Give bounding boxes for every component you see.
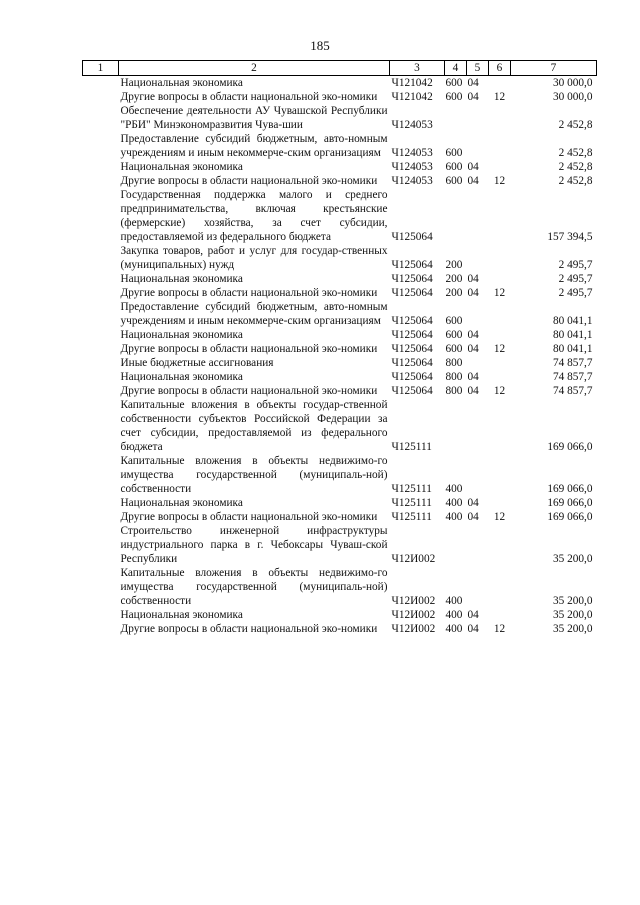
row-expense-type: 600 <box>445 175 463 187</box>
row-code: Ч12И002 <box>391 595 436 607</box>
row-code: Ч125064 <box>391 343 433 355</box>
row-code: Ч12И002 <box>391 553 436 565</box>
row-expense-type <box>445 524 467 566</box>
table-row <box>83 510 597 524</box>
row-amount: 169 066,0 <box>547 497 593 509</box>
row-index-cell <box>83 566 119 608</box>
row-amount: 80 041,1 <box>552 329 593 341</box>
row-index-cell <box>83 286 119 300</box>
row-index-cell <box>83 398 119 454</box>
table-row <box>83 496 597 510</box>
row-amount: 30 000,0 <box>552 91 593 103</box>
table-body <box>83 76 597 637</box>
row-amount: 169 066,0 <box>547 511 593 523</box>
row-amount: 35 200,0 <box>552 623 593 635</box>
row-expense-type: 400 <box>445 497 463 509</box>
table-row <box>83 174 597 188</box>
row-subsection <box>489 566 511 608</box>
row-subsection <box>489 132 511 160</box>
row-code: Ч121042 <box>391 77 433 89</box>
row-index-cell <box>83 384 119 398</box>
row-name: Национальная экономика <box>120 273 243 285</box>
table-row <box>83 398 597 454</box>
row-expense-type: 200 <box>445 259 463 271</box>
row-code: Ч12И002 <box>391 623 436 635</box>
row-subsection <box>489 244 511 272</box>
row-amount: 35 200,0 <box>552 609 593 621</box>
row-expense-type: 200 <box>445 273 463 285</box>
row-expense-type <box>445 104 467 132</box>
row-name: Обеспечение деятельности АУ Чувашской Республики "РБИ" Минэкономразвития Чува-шии <box>120 105 388 131</box>
table-row <box>83 104 597 132</box>
row-subsection <box>489 370 511 384</box>
row-section: 04 <box>467 623 479 635</box>
row-expense-type: 400 <box>445 511 463 523</box>
row-code: Ч124053 <box>391 147 433 159</box>
row-code: Ч124053 <box>391 119 433 131</box>
budget-table <box>82 60 597 636</box>
row-expense-type <box>445 398 467 454</box>
table-row <box>83 272 597 286</box>
row-section: 04 <box>467 385 479 397</box>
row-name: Другие вопросы в области национальной эко-номики <box>120 91 378 103</box>
row-section <box>467 300 489 328</box>
row-index-cell <box>83 90 119 104</box>
row-subsection <box>489 356 511 370</box>
row-section <box>467 524 489 566</box>
row-subsection: 12 <box>493 623 506 635</box>
row-name: Иные бюджетные ассигнования <box>120 357 274 369</box>
row-expense-type: 400 <box>445 483 463 495</box>
row-amount: 2 452,8 <box>558 119 593 131</box>
row-subsection: 12 <box>493 511 506 523</box>
row-index-cell <box>83 608 119 622</box>
table-row <box>83 370 597 384</box>
row-code: Ч125111 <box>391 511 432 523</box>
row-index-cell <box>83 174 119 188</box>
row-name: Национальная экономика <box>120 161 243 173</box>
table-row <box>83 76 597 91</box>
row-code: Ч125111 <box>391 441 432 453</box>
row-expense-type: 800 <box>445 371 463 383</box>
row-expense-type: 400 <box>445 595 463 607</box>
row-amount: 35 200,0 <box>552 595 593 607</box>
row-expense-type: 800 <box>445 385 463 397</box>
row-expense-type: 600 <box>445 147 463 159</box>
row-expense-type: 600 <box>445 343 463 355</box>
row-code: Ч125064 <box>391 231 433 243</box>
row-amount: 169 066,0 <box>547 441 593 453</box>
row-amount: 74 857,7 <box>552 371 593 383</box>
row-subsection: 12 <box>493 343 506 355</box>
table-row <box>83 132 597 160</box>
table-row <box>83 524 597 566</box>
row-code: Ч125064 <box>391 371 433 383</box>
table-row <box>83 300 597 328</box>
row-index-cell <box>83 244 119 272</box>
row-subsection: 12 <box>493 175 506 187</box>
row-subsection <box>489 104 511 132</box>
row-name: Строительство инженерной инфраструктуры индустриального парка в г. Чебоксары Чуваш-ской Республики <box>120 525 388 565</box>
row-amount: 74 857,7 <box>552 385 593 397</box>
row-code: Ч125111 <box>391 497 432 509</box>
table-row <box>83 608 597 622</box>
row-section: 04 <box>467 371 479 383</box>
row-subsection: 12 <box>493 385 506 397</box>
row-subsection <box>489 398 511 454</box>
row-expense-type: 200 <box>445 287 463 299</box>
table-row <box>83 622 597 636</box>
row-section: 04 <box>467 161 479 173</box>
table-row <box>83 188 597 244</box>
row-section: 04 <box>467 77 479 89</box>
row-amount: 80 041,1 <box>552 315 593 327</box>
row-section <box>467 104 489 132</box>
row-index-cell <box>83 342 119 356</box>
row-name: Капитальные вложения в объекты недвижимо-го имущества государственной (муниципаль-ной) собственности <box>120 567 388 607</box>
row-section <box>467 454 489 496</box>
row-name: Другие вопросы в области национальной эко-номики <box>120 511 378 523</box>
row-code: Ч125064 <box>391 259 433 271</box>
row-section <box>467 398 489 454</box>
table-row <box>83 244 597 272</box>
row-expense-type <box>445 188 467 244</box>
row-code: Ч125111 <box>391 483 432 495</box>
row-subsection <box>489 188 511 244</box>
row-index-cell <box>83 496 119 510</box>
row-index-cell <box>83 510 119 524</box>
row-code: Ч124053 <box>391 175 433 187</box>
row-index-cell <box>83 622 119 636</box>
header-col-1: 1 <box>83 61 119 76</box>
row-index-cell <box>83 370 119 384</box>
row-section: 04 <box>467 175 479 187</box>
table-row <box>83 286 597 300</box>
row-code: Ч125064 <box>391 329 433 341</box>
row-section: 04 <box>467 287 479 299</box>
row-section: 04 <box>467 91 479 103</box>
row-code: Ч125064 <box>391 273 433 285</box>
header-row <box>83 61 597 76</box>
row-section: 04 <box>467 343 479 355</box>
header-col-5: 5 <box>467 61 489 76</box>
row-name: Государственная поддержка малого и среднего предпринимательства, включая крестьянские (фермерские) хозяйства, за счет субсидии, предоставляемой из федерального бюджета <box>120 189 388 243</box>
row-name: Закупка товаров, работ и услуг для государ-ственных (муниципальных) нужд <box>120 245 388 271</box>
row-index-cell <box>83 524 119 566</box>
row-code: Ч12И002 <box>391 609 436 621</box>
row-code: Ч125064 <box>391 357 433 369</box>
row-index-cell <box>83 300 119 328</box>
table-row <box>83 90 597 104</box>
row-section <box>467 566 489 608</box>
row-amount: 2 452,8 <box>558 161 593 173</box>
row-code: Ч125064 <box>391 315 433 327</box>
row-expense-type: 600 <box>445 329 463 341</box>
row-section: 04 <box>467 497 479 509</box>
row-name: Капитальные вложения в объекты государ-ственной собственности субъектов Российской Федерации за счет субсидии, предоставляемой из федерального бюджета <box>120 399 388 453</box>
row-amount: 80 041,1 <box>552 343 593 355</box>
row-index-cell <box>83 76 119 91</box>
row-name: Национальная экономика <box>120 329 243 341</box>
row-code: Ч121042 <box>391 91 433 103</box>
header-col-2: 2 <box>119 61 390 76</box>
row-subsection <box>489 300 511 328</box>
row-amount: 2 495,7 <box>558 273 593 285</box>
row-subsection <box>489 272 511 286</box>
table-row <box>83 566 597 608</box>
table-row <box>83 160 597 174</box>
row-name: Национальная экономика <box>120 497 243 509</box>
row-subsection: 12 <box>493 91 506 103</box>
row-name: Другие вопросы в области национальной эко-номики <box>120 623 378 635</box>
row-index-cell <box>83 356 119 370</box>
row-name: Национальная экономика <box>120 77 243 89</box>
row-amount: 2 452,8 <box>558 175 593 187</box>
row-subsection <box>489 328 511 342</box>
row-subsection <box>489 496 511 510</box>
row-subsection <box>489 160 511 174</box>
row-subsection <box>489 608 511 622</box>
row-section: 04 <box>467 609 479 621</box>
header-col-3: 3 <box>390 61 445 76</box>
row-amount: 35 200,0 <box>552 553 593 565</box>
table-row <box>83 342 597 356</box>
row-index-cell <box>83 328 119 342</box>
row-amount: 2 495,7 <box>558 259 593 271</box>
table-row <box>83 328 597 342</box>
row-amount: 74 857,7 <box>552 357 593 369</box>
row-index-cell <box>83 188 119 244</box>
row-name: Национальная экономика <box>120 371 243 383</box>
row-index-cell <box>83 272 119 286</box>
row-expense-type: 600 <box>445 91 463 103</box>
row-index-cell <box>83 104 119 132</box>
row-expense-type: 400 <box>445 623 463 635</box>
row-name: Предоставление субсидий бюджетным, авто-номным учреждениям и иным некоммерче-ским организациям <box>120 133 388 159</box>
row-amount: 30 000,0 <box>552 77 593 89</box>
row-expense-type: 600 <box>445 161 463 173</box>
row-code: Ч124053 <box>391 161 433 173</box>
row-section: 04 <box>467 511 479 523</box>
row-name: Другие вопросы в области национальной эко-номики <box>120 385 378 397</box>
row-subsection <box>489 454 511 496</box>
header-col-4: 4 <box>445 61 467 76</box>
row-expense-type: 400 <box>445 609 463 621</box>
row-index-cell <box>83 160 119 174</box>
table-row <box>83 356 597 370</box>
row-name: Предоставление субсидий бюджетным, авто-номным учреждениям и иным некоммерче-ским организациям <box>120 301 388 327</box>
row-amount: 2 495,7 <box>558 287 593 299</box>
row-section <box>467 356 489 370</box>
row-expense-type: 600 <box>445 315 463 327</box>
row-section <box>467 244 489 272</box>
row-expense-type: 600 <box>445 77 463 89</box>
row-section: 04 <box>467 273 479 285</box>
row-expense-type: 800 <box>445 357 463 369</box>
row-name: Капитальные вложения в объекты недвижимо-го имущества государственной (муниципаль-ной) собственности <box>120 455 388 495</box>
row-code: Ч125064 <box>391 287 433 299</box>
row-code: Ч125064 <box>391 385 433 397</box>
row-index-cell <box>83 132 119 160</box>
header-col-6: 6 <box>489 61 511 76</box>
page-number: 185 <box>310 38 330 53</box>
row-index-cell <box>83 454 119 496</box>
row-name: Другие вопросы в области национальной эко-номики <box>120 343 378 355</box>
table-row <box>83 454 597 496</box>
row-subsection <box>489 524 511 566</box>
row-name: Национальная экономика <box>120 609 243 621</box>
row-subsection <box>489 76 511 91</box>
row-amount: 157 394,5 <box>547 231 593 243</box>
row-amount: 169 066,0 <box>547 483 593 495</box>
row-amount: 2 452,8 <box>558 147 593 159</box>
row-section <box>467 132 489 160</box>
row-name: Другие вопросы в области национальной эко-номики <box>120 175 378 187</box>
row-section: 04 <box>467 329 479 341</box>
row-subsection: 12 <box>493 287 506 299</box>
header-col-7: 7 <box>511 61 597 76</box>
row-section <box>467 188 489 244</box>
table-row <box>83 384 597 398</box>
row-name: Другие вопросы в области национальной эко-номики <box>120 287 378 299</box>
